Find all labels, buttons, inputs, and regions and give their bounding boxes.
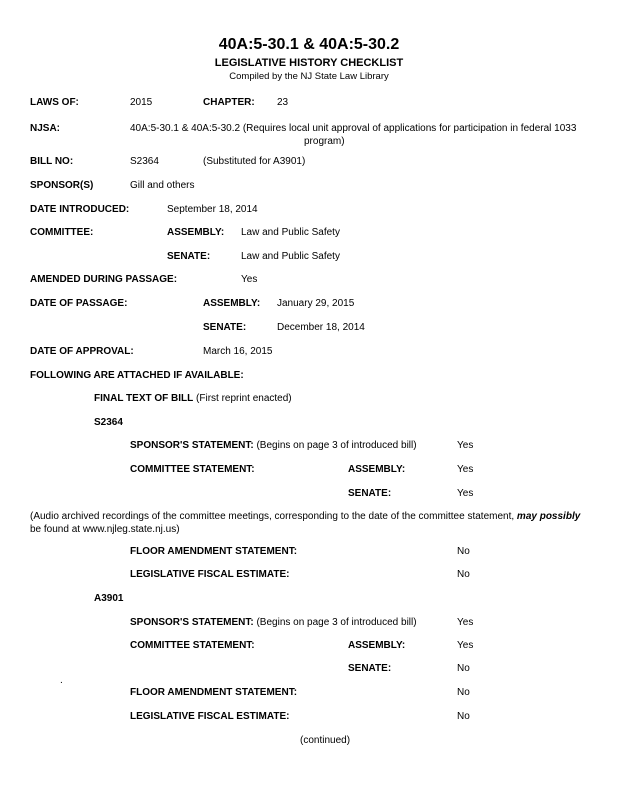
bill-no-label: BILL NO:: [30, 156, 74, 167]
a3901-senate-label: SENATE:: [348, 663, 392, 674]
passage-label: DATE OF PASSAGE:: [30, 298, 128, 309]
a3901-sponsor-value: Yes: [457, 617, 474, 628]
s2364-sponsor-line: [130, 440, 417, 451]
a3901-fiscal-value: No: [457, 711, 470, 722]
s2364-assembly-label: ASSEMBLY:: [348, 464, 406, 475]
amended-value: Yes: [241, 274, 258, 285]
approval-value: March 16, 2015: [203, 346, 273, 357]
passage-assembly-value: January 29, 2015: [277, 298, 355, 309]
a3901-floor-value: No: [457, 687, 470, 698]
s2364-assembly-value: Yes: [457, 464, 474, 475]
sponsor-value: Gill and others: [130, 180, 195, 191]
chapter-value: 23: [277, 97, 289, 108]
committee-assembly-label: ASSEMBLY:: [167, 227, 225, 238]
s2364-sponsor-note: (Begins on page 3 of introduced bill): [256, 440, 417, 451]
passage-senate-value: December 18, 2014: [277, 322, 365, 333]
document-title: 40A:5-30.1 & 40A:5-30.2: [218, 36, 400, 53]
s2364-sponsor-label: SPONSOR'S STATEMENT:: [130, 440, 254, 451]
approval-label: DATE OF APPROVAL:: [30, 346, 134, 357]
laws-of-label: LAWS OF:: [30, 97, 79, 108]
s2364-heading: S2364: [94, 417, 123, 428]
s2364-fiscal-label: LEGISLATIVE FISCAL ESTIMATE:: [130, 569, 290, 580]
a3901-sponsor-line: [130, 617, 417, 628]
a3901-sponsor-label: SPONSOR'S STATEMENT:: [130, 617, 254, 628]
a3901-heading: A3901: [94, 593, 124, 604]
sponsor-label: SPONSOR(S): [30, 180, 94, 191]
audio-note-link-text: be found at www.njleg.state.nj.us): [30, 524, 180, 535]
continued-note: (continued): [300, 735, 351, 746]
committee-senate-label: SENATE:: [167, 251, 211, 262]
s2364-sponsor-value: Yes: [457, 440, 474, 451]
a3901-assembly-label: ASSEMBLY:: [348, 640, 406, 651]
s2364-senate-label: SENATE:: [348, 488, 392, 499]
bill-substitution-note: (Substituted for A3901): [203, 156, 306, 167]
njsa-label: NJSA:: [30, 123, 61, 134]
laws-of-value: 2015: [130, 97, 153, 108]
date-introduced-value: September 18, 2014: [167, 204, 258, 215]
audio-archive-note: [30, 510, 590, 536]
s2364-committee-label: COMMITTEE STATEMENT:: [130, 464, 255, 475]
audio-note-text: (Audio archived recordings of the committee meetings, corresponding to the date of the committee statement,: [30, 511, 517, 522]
committee-label: COMMITTEE:: [30, 227, 94, 238]
a3901-floor-label: FLOOR AMENDMENT STATEMENT:: [130, 687, 298, 698]
attached-heading: FOLLOWING ARE ATTACHED IF AVAILABLE:: [30, 370, 244, 381]
passage-assembly-label: ASSEMBLY:: [203, 298, 261, 309]
audio-note-emphasis: may possibly: [516, 511, 581, 522]
committee-assembly-value: Law and Public Safety: [241, 227, 340, 238]
a3901-sponsor-note: (Begins on page 3 of introduced bill): [256, 617, 417, 628]
njsa-value-continued: program): [304, 136, 345, 147]
s2364-senate-value: Yes: [457, 488, 474, 499]
a3901-committee-label: COMMITTEE STATEMENT:: [130, 640, 255, 651]
s2364-floor-label: FLOOR AMENDMENT STATEMENT:: [130, 546, 298, 557]
bill-no-value: S2364: [130, 156, 159, 167]
final-text-note: (First reprint enacted): [196, 393, 292, 404]
committee-senate-value: Law and Public Safety: [241, 251, 340, 262]
a3901-assembly-value: Yes: [457, 640, 474, 651]
final-text-label: FINAL TEXT OF BILL: [94, 393, 194, 404]
document-subtitle: LEGISLATIVE HISTORY CHECKLIST: [214, 57, 404, 69]
compiled-by: Compiled by the NJ State Law Library: [229, 71, 389, 82]
final-text-line: [94, 393, 292, 404]
a3901-fiscal-label: LEGISLATIVE FISCAL ESTIMATE:: [130, 711, 290, 722]
passage-senate-label: SENATE:: [203, 322, 247, 333]
chapter-label: CHAPTER:: [203, 97, 255, 108]
s2364-floor-value: No: [457, 546, 470, 557]
date-introduced-label: DATE INTRODUCED:: [30, 204, 130, 215]
stray-mark: .: [60, 675, 63, 686]
amended-label: AMENDED DURING PASSAGE:: [30, 274, 178, 285]
a3901-senate-value: No: [457, 663, 470, 674]
s2364-fiscal-value: No: [457, 569, 470, 580]
njsa-value: 40A:5-30.1 & 40A:5-30.2 (Requires local unit approval of applications for participation in federal 1033: [130, 123, 577, 134]
